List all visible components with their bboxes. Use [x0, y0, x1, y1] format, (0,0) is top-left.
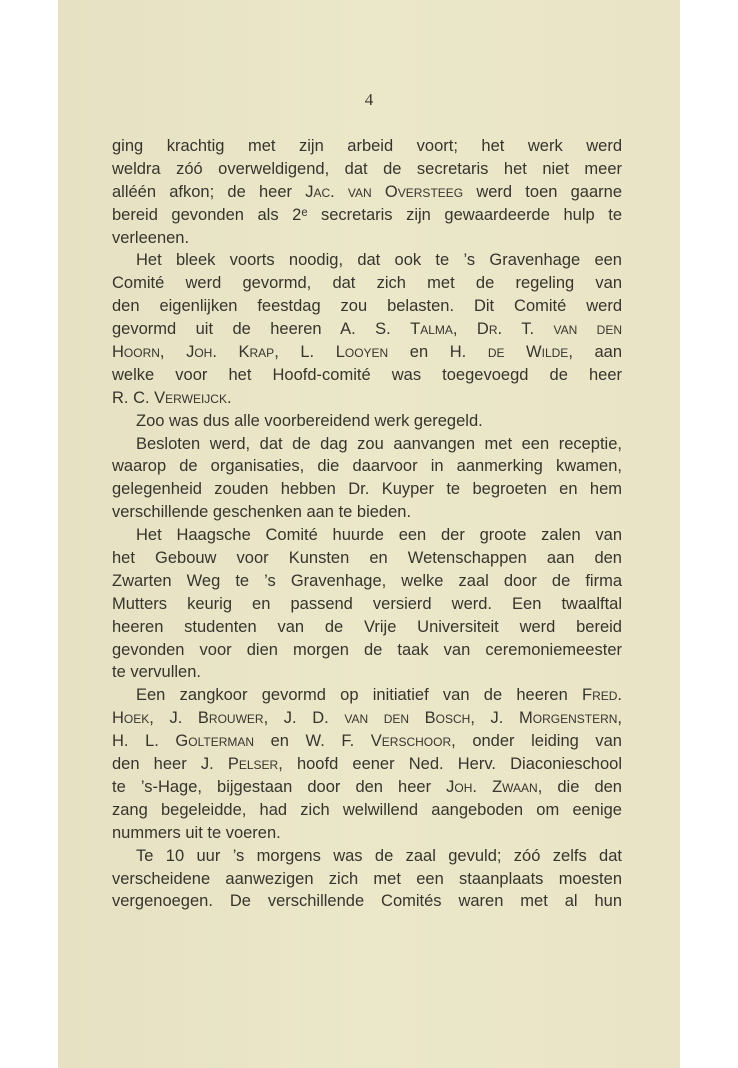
text-segment: weldra zóó overweldigend, dat de secretaris het niet meer — [112, 159, 622, 178]
text-line — [112, 799, 622, 822]
text-line — [112, 890, 622, 913]
name-smallcaps: Looyen — [335, 343, 389, 362]
text-segment: , hoofd eener Ned. Herv. Diaconieschool — [278, 755, 623, 774]
text-segment: H. L. — [112, 732, 176, 751]
text-segment: te vervullen. — [112, 663, 201, 682]
text-segment: R. C. — [112, 388, 155, 407]
name-smallcaps: Morgenstern — [518, 709, 618, 728]
text-segment: welke voor het Hoofd-comité was toegevoegd de heer — [112, 365, 622, 384]
text-segment: heeren studenten van de Vrije Universiteit werd bereid — [112, 617, 622, 636]
text-segment: verschillende geschenken aan te bieden. — [112, 503, 412, 522]
text-line — [112, 822, 622, 845]
text-segment: , L. — [274, 343, 336, 362]
name-smallcaps: Fred. — [582, 686, 622, 705]
text-line — [112, 730, 622, 753]
text-segment: , die den — [537, 777, 622, 796]
text-segment: Een zangkoor gevormd op initiatief van de heeren — [136, 686, 582, 705]
text-segment: Besloten werd, dat de dag zou aanvangen met een receptie, — [136, 434, 622, 453]
text-segment: Mutters keurig en passend versierd werd. Een twaalftal — [112, 594, 622, 613]
text-segment: bereid gevonden als 2ᵉ secretaris zijn gewaardeerde hulp te — [112, 205, 622, 224]
text-line — [112, 227, 622, 250]
scanned-page — [58, 0, 680, 1068]
text-segment: alléén afkon; de heer — [112, 182, 306, 201]
text-segment: verleenen. — [112, 228, 190, 247]
text-segment: . — [226, 388, 232, 407]
text-segment: waarop de organisaties, die daarvoor in aanmerking kwamen, — [112, 457, 622, 476]
name-smallcaps: Verschoor — [370, 732, 452, 751]
text-segment: Het bleek voorts noodig, dat ook te ’s Gravenhage een — [136, 251, 622, 270]
text-line — [112, 661, 622, 684]
text-line — [112, 135, 622, 158]
text-line — [112, 272, 622, 295]
text-segment: te ’s-Hage, bijgestaan door den heer — [112, 777, 447, 796]
text-segment: , — [452, 320, 477, 339]
text-line — [112, 616, 622, 639]
text-segment: het Gebouw voor Kunsten en Wetenschappen aan den — [112, 549, 622, 568]
text-line — [112, 753, 622, 776]
text-line — [112, 547, 622, 570]
text-segment: , — [159, 343, 187, 362]
text-segment: Comité werd gevormd, dat zich met de regeling van — [112, 274, 622, 293]
text-segment: den eigenlijken feestdag zou belasten. Dit Comité werd — [112, 297, 622, 316]
text-line — [112, 341, 622, 364]
page-number: 4 — [364, 90, 374, 109]
text-line — [112, 410, 622, 433]
text-segment: nummers uit te voeren. — [112, 823, 281, 842]
text-segment: Te 10 uur ’s morgens was de zaal gevuld; zóó zelfs dat — [136, 846, 622, 865]
name-smallcaps: van den Bosch — [344, 709, 471, 728]
name-smallcaps: Verweijck — [154, 388, 227, 407]
name-smallcaps: Pelser — [227, 755, 279, 774]
text-segment: en H. — [388, 343, 488, 362]
text-segment: gevormd uit de heeren A. S. — [112, 320, 411, 339]
text-segment: verscheidene aanwezigen zich met een staanplaats moesten — [112, 869, 622, 888]
name-smallcaps: Talma — [410, 320, 453, 339]
text-segment: den heer J. — [112, 755, 228, 774]
text-line — [112, 868, 622, 891]
body-text — [112, 135, 622, 913]
text-segment: , aan — [568, 343, 623, 362]
name-smallcaps: Joh. Krap — [186, 343, 275, 362]
text-line — [112, 158, 622, 181]
text-line — [112, 593, 622, 616]
text-line — [112, 318, 622, 341]
text-segment: vergenoegen. De verschillende Comités waren met al hun — [112, 892, 622, 911]
text-segment: Zwarten Weg te ’s Gravenhage, welke zaal door de firma — [112, 571, 622, 590]
text-line — [112, 707, 622, 730]
text-line — [112, 684, 622, 707]
text-line — [112, 524, 622, 547]
text-line — [112, 387, 622, 410]
text-line — [112, 478, 622, 501]
text-line — [112, 455, 622, 478]
text-segment: , J. — [149, 709, 198, 728]
text-segment: , J. D. — [263, 709, 345, 728]
text-segment: en W. F. — [254, 732, 371, 751]
text-line — [112, 845, 622, 868]
text-segment: gelegenheid zouden hebben Dr. Kuyper te begroeten en hem — [112, 480, 622, 499]
text-line — [112, 295, 622, 318]
text-segment: , — [617, 709, 622, 728]
name-smallcaps: Dr. T. van den — [476, 320, 622, 339]
text-line — [112, 204, 622, 227]
text-segment: werd toen gaarne — [463, 182, 623, 201]
text-line — [112, 181, 622, 204]
name-smallcaps: de Wilde — [487, 343, 569, 362]
text-segment: , onder leiding van — [451, 732, 622, 751]
text-segment: , J. — [470, 709, 519, 728]
text-line — [112, 433, 622, 456]
text-line — [112, 249, 622, 272]
text-line — [112, 776, 622, 799]
text-segment: gevonden voor dien morgen de taak van ceremoniemeester — [112, 640, 622, 659]
name-smallcaps: Hoek — [112, 709, 150, 728]
text-segment: Zoo was dus alle voorbereidend werk geregeld. — [136, 411, 483, 430]
text-line — [112, 639, 622, 662]
text-line — [112, 570, 622, 593]
text-segment: ging krachtig met zijn arbeid voort; het werk werd — [112, 137, 622, 155]
name-smallcaps: Jac. van Oversteeg — [305, 182, 464, 201]
name-smallcaps: Brouwer — [197, 709, 264, 728]
name-smallcaps: Golterman — [175, 732, 255, 751]
text-segment: zang begeleidde, had zich welwillend aangeboden om eenige — [112, 800, 622, 819]
text-line — [112, 501, 622, 524]
text-segment: Het Haagsche Comité huurde een der groote zalen van — [136, 526, 622, 545]
name-smallcaps: Joh. Zwaan — [446, 777, 538, 796]
name-smallcaps: Hoorn — [112, 343, 160, 362]
text-line — [112, 364, 622, 387]
